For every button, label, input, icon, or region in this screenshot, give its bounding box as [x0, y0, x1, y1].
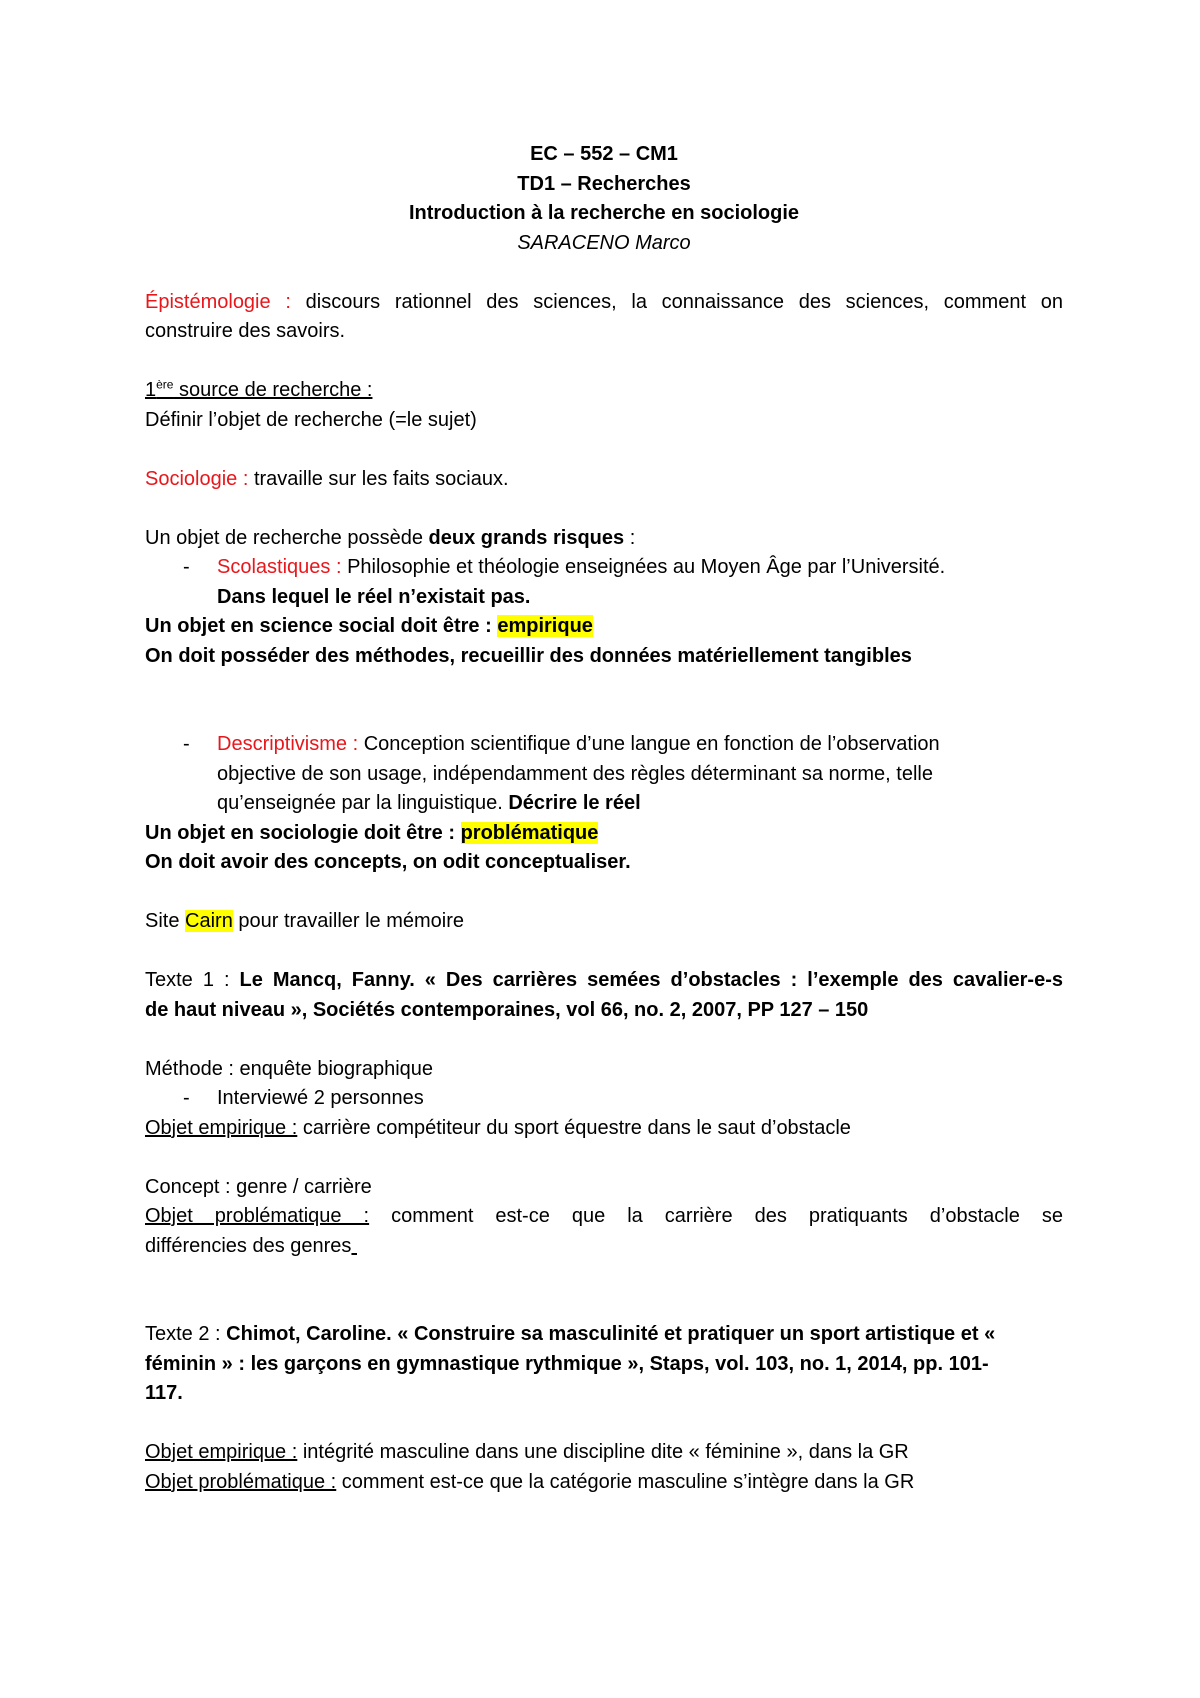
sociologie-line: [145, 465, 1063, 495]
objet-empirique-label: Objet empirique :: [145, 1116, 298, 1139]
objet-problematique-label: Objet problématique :: [145, 1470, 337, 1493]
texte2-ref-line-2: féminin » : les garçons en gymnastique rythmique », Staps, vol. 103, no. 1, 2014, pp. 101-: [145, 1352, 989, 1375]
course-code: EC – 552 – CM1: [530, 143, 678, 165]
document-page: [145, 140, 1063, 1497]
dash-bullet: -: [183, 556, 190, 578]
scolastiques-item: [145, 553, 1063, 583]
cairn-a: Site: [145, 910, 186, 932]
texte1-concept: Concept : genre / carrière: [145, 1175, 372, 1198]
texte2-objet-empirique: [145, 1438, 1063, 1468]
texte1-methode: Méthode : enquête biographique: [145, 1057, 434, 1080]
source-rest: source de recherche :: [173, 379, 373, 401]
problematique-a: Un objet en sociologie doit être :: [145, 821, 461, 844]
source-heading: [145, 376, 1063, 406]
texte2-label: Texte 2 :: [145, 1323, 227, 1345]
texte1-interview: Interviewé 2 personnes: [217, 1087, 424, 1109]
td-title: TD1 – Recherches: [517, 172, 691, 195]
epistemologie-term: Épistémologie :: [145, 290, 291, 313]
sociologie-def: travaille sur les faits sociaux.: [248, 467, 509, 490]
risques-intro: [145, 524, 1063, 554]
dash-bullet: -: [183, 733, 190, 755]
objet-empirique-value: carrière compétiteur du sport équestre dans le saut d’obstacle: [297, 1116, 851, 1139]
texte1-label: Texte 1 :: [145, 969, 240, 991]
source-definir: Définir l’objet de recherche (=le sujet): [145, 408, 477, 431]
texte2-ref-line-3: 117.: [145, 1382, 183, 1404]
epistemologie-line-1: [145, 288, 1063, 318]
source-num: 1: [145, 379, 157, 401]
texte1-ref-line-1: [145, 966, 1063, 996]
texte2-objet-problematique: [145, 1468, 1063, 1498]
concepts-line: On doit avoir des concepts, on odit conceptualiser.: [145, 851, 631, 873]
epistemologie-line-2: construire des savoirs.: [145, 320, 346, 342]
scolastiques-line-2: Dans lequel le réel n’existait pas.: [217, 585, 531, 608]
texte2-ref-1: Chimot, Caroline. « Construire sa masculinité et pratiquer un sport artistique et «: [226, 1323, 996, 1345]
objet-problematique-value-2: différencies des genres: [145, 1234, 352, 1257]
texte1-ref-line-2: de haut niveau », Sociétés contemporaines, vol 66, no. 2, 2007, PP 127 – 150: [145, 998, 869, 1021]
texte1-objet-empirique: [145, 1114, 1063, 1144]
cairn-highlight: Cairn: [185, 910, 233, 932]
texte2-ref-line-1: [145, 1320, 1063, 1350]
risques-intro-a: Un objet de recherche possède: [145, 526, 429, 549]
risques-intro-bold: deux grands risques: [428, 526, 625, 549]
course-title: Introduction à la recherche en sociologie: [408, 202, 800, 224]
empirique-a: Un objet en science social doit être :: [145, 615, 498, 637]
descriptivisme-line-2: objective de son usage, indépendamment des règles déterminant sa norme, telle: [217, 762, 933, 785]
empirique-line: [145, 612, 1063, 642]
dash-bullet: -: [183, 1087, 190, 1109]
objet-empirique-label: Objet empirique :: [145, 1441, 298, 1463]
texte1-objet-problematique-1: [145, 1202, 1063, 1232]
descriptivisme-term: Descriptivisme :: [217, 733, 359, 755]
risques-intro-c: :: [624, 526, 636, 549]
descriptivisme-def: Conception scientifique d’une langue en fonction de l’observation: [358, 733, 940, 755]
descriptivisme-line-3: [145, 789, 1063, 819]
empirique-highlight: empirique: [497, 615, 593, 637]
texte1-ref-1: Le Mancq, Fanny. « Des carrières semées d’obstacles : l’exemple des cavalier-e-s: [239, 969, 1064, 991]
cairn-line: [145, 907, 1063, 937]
methodes-line: On doit posséder des méthodes, recueillir des données matériellement tangibles: [145, 644, 912, 667]
objet-problematique-value: comment est-ce que la carrière des pratiquants d’obstacle se: [369, 1205, 1063, 1227]
scolastiques-def: Philosophie et théologie enseignées au Moyen Âge par l’Université.: [341, 556, 946, 578]
objet-problematique-value: comment est-ce que la catégorie masculine s’intègre dans la GR: [336, 1470, 915, 1493]
source-sup: ère: [156, 377, 174, 392]
texte1-interview-item: [145, 1084, 1063, 1114]
texte1-objet-problematique-2: [145, 1232, 1063, 1262]
sociologie-term: Sociologie :: [145, 467, 249, 490]
objet-problematique-label: Objet problématique :: [145, 1205, 370, 1227]
teacher-name: SARACENO Marco: [517, 231, 691, 254]
descriptivisme-item: [145, 730, 1063, 760]
problematique-line: [145, 819, 1063, 849]
cairn-c: pour travailler le mémoire: [232, 910, 465, 932]
problematique-highlight: problématique: [460, 821, 599, 844]
underline-tail: [351, 1235, 357, 1257]
decrire-le-reel: Décrire le réel: [508, 792, 641, 814]
epistemologie-def: discours rationnel des sciences, la connaissance des sciences, comment on: [290, 290, 1063, 313]
scolastiques-term: Scolastiques :: [217, 556, 342, 578]
descriptivisme-line-3a: qu’enseignée par la linguistique.: [217, 792, 509, 814]
objet-empirique-value: intégrité masculine dans une discipline dite « féminine », dans la GR: [297, 1441, 909, 1463]
